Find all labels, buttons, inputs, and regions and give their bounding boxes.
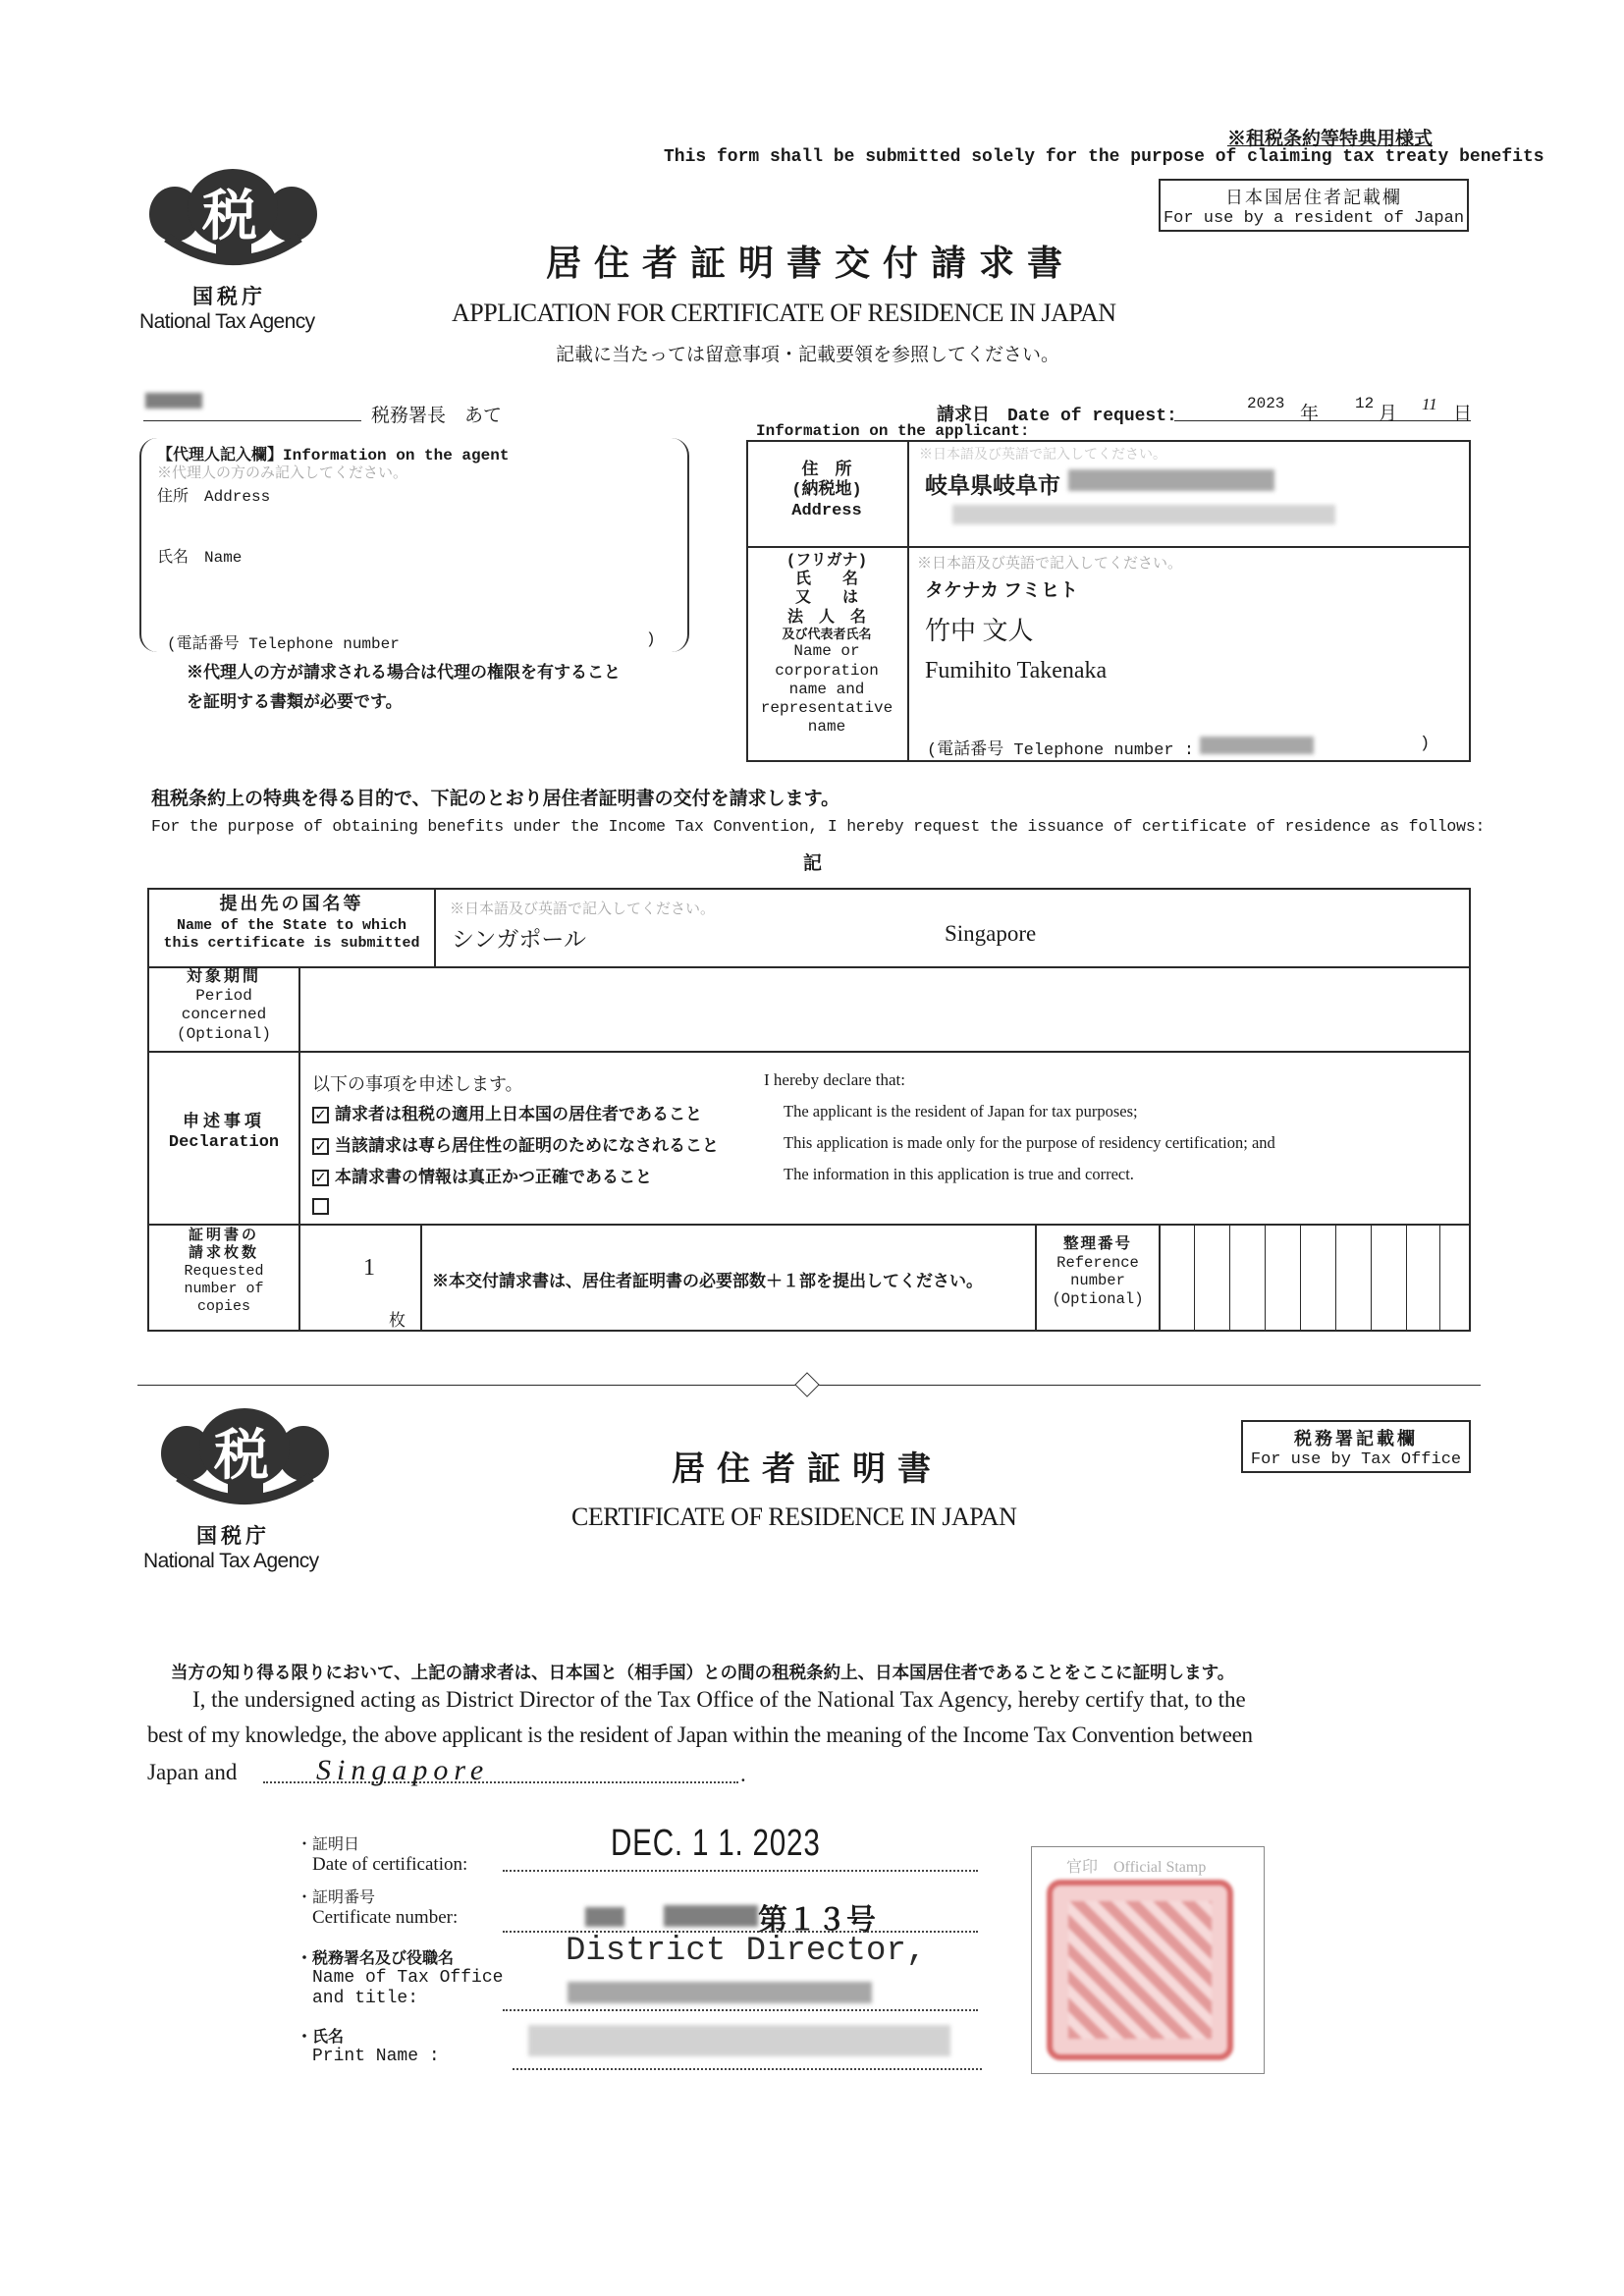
period-label-jp: 対象期間 xyxy=(186,968,261,986)
office-label-en1: Name of Tax Office xyxy=(312,1968,504,1989)
copies-label-en3: copies xyxy=(196,1298,250,1315)
ref-box-line-6 xyxy=(1371,1224,1372,1332)
office-box-jp: 税務署記載欄 xyxy=(1294,1431,1418,1450)
date-label-jp: ・証明日 xyxy=(297,1836,360,1853)
address-label-sub: (納税地) xyxy=(791,481,862,501)
name-label-3: 法 人 名 xyxy=(786,608,866,627)
certificate-statement-en-1: I, the undersigned acting as District Director of the Tax Office of the National Tax Agency, hereby certify that, to the xyxy=(192,1687,1246,1712)
office-box-en: For use by Tax Office xyxy=(1250,1450,1462,1469)
cert-agency-name-jp: 国税庁 xyxy=(196,1527,270,1550)
period-label xyxy=(149,968,298,1044)
agency-logo xyxy=(147,167,319,275)
addressee-suffix: 税務署長 あて xyxy=(371,406,503,426)
ref-label-jp: 整理番号 xyxy=(1062,1235,1132,1253)
row-line-3 xyxy=(147,1224,1471,1226)
copies-label-en1: Requested xyxy=(184,1263,264,1280)
agency-name-en: National Tax Agency xyxy=(139,310,315,333)
request-statement-jp: 租税条約上の特典を得る目的で、下記のとおり居住者証明書の交付を請求します。 xyxy=(151,789,840,809)
redacted-address-2 xyxy=(952,505,1335,524)
application-instruction: 記載に当たっては留意事項・記載要領を参照してください。 xyxy=(556,345,1060,365)
copies-label-en2: number of xyxy=(184,1281,264,1297)
address-value: 岐阜県岐阜市 xyxy=(925,473,1060,498)
declaration-label xyxy=(149,1114,298,1154)
certificate-statement-jp: 当方の知り得る限りにおいて、上記の請求者は、日本国と（相手国）との間の租税条約上、日本国居住者であることをここに証明します。 xyxy=(171,1663,1235,1682)
stamp-label: 官印 Official Stamp xyxy=(1066,1859,1207,1876)
separator-diamond-icon xyxy=(794,1372,819,1396)
name-label-en1: Name or xyxy=(793,642,860,661)
agent-telephone-close: ) xyxy=(646,630,656,648)
copies-label-jp2: 請求枚数 xyxy=(188,1245,259,1262)
request-month: 12 xyxy=(1355,395,1375,412)
application-title-en: APPLICATION FOR CERTIFICATE OF RESIDENCE IN JAPAN xyxy=(452,299,1116,327)
cert-agency-name-en: National Tax Agency xyxy=(143,1550,319,1572)
office-label-en2: and title: xyxy=(312,1989,419,2009)
date-label xyxy=(297,1836,467,1876)
ref-box-line-3 xyxy=(1265,1224,1266,1332)
date-label-en: Date of certification: xyxy=(312,1854,468,1876)
request-statement-en: For the purpose of obtaining benefits under the Income Tax Convention, I hereby request the issuance of certificate of residence as follows: xyxy=(151,817,1486,836)
office-value: District Director, xyxy=(566,1933,927,1970)
state-note: ※日本語及び英語で記入してください。 xyxy=(450,900,716,917)
request-date-line xyxy=(1174,420,1471,421)
office-line xyxy=(503,2009,978,2011)
certificate-statement-en-3: Japan and xyxy=(147,1760,238,1784)
declaration-en-1: The applicant is the resident of Japan for tax purposes; xyxy=(784,1102,1138,1121)
applicant-telephone-close: ) xyxy=(1420,735,1431,753)
agent-footnote-2: を証明する書類が必要です。 xyxy=(187,692,403,711)
name-label-en5: name xyxy=(807,718,846,737)
agent-footnote-1: ※代理人の方が請求される場合は代理の権限を有すること xyxy=(187,663,621,682)
copies-unit: 枚 xyxy=(389,1311,406,1330)
row-line-2 xyxy=(147,1051,1471,1053)
applicant-telephone-label: (電話番号 Telephone number : xyxy=(927,741,1195,760)
ref-box-line-0 xyxy=(1159,1224,1161,1332)
ref-box-line-1 xyxy=(1194,1224,1195,1332)
request-day: 11 xyxy=(1422,395,1437,413)
ref-box-line-8 xyxy=(1439,1224,1440,1332)
declaration-jp-2: 当該請求は専ら居住性の証明のためになされること xyxy=(335,1136,719,1155)
ref-box-line-2 xyxy=(1229,1224,1230,1332)
name-label-2: 又 は xyxy=(794,589,858,608)
month-unit: 月 xyxy=(1379,404,1398,424)
declaration-en-2: This application is made only for the purpose of residency certification; and xyxy=(784,1133,1275,1152)
name-label-1: 氏 名 xyxy=(794,571,858,589)
name-jp: 竹中 文人 xyxy=(925,617,1034,645)
print-label xyxy=(297,2029,440,2067)
agent-note: ※代理人の方のみ記入してください。 xyxy=(157,464,408,481)
declaration-checkbox-4[interactable] xyxy=(312,1198,329,1215)
application-title-jp: 居住者証明書交付請求書 xyxy=(546,244,1076,283)
state-label-en2: this certificate is submitted xyxy=(163,934,420,952)
logo-char-2: 税 xyxy=(214,1424,269,1486)
address-label-jp: 住 所 xyxy=(801,462,852,480)
name-kana: タケナカ フミヒト xyxy=(925,580,1078,601)
resident-box-en: For use by a resident of Japan xyxy=(1163,209,1465,228)
declaration-jp-1: 請求者は租税の適用上日本国の居住者であること xyxy=(335,1105,702,1123)
office-label xyxy=(297,1950,503,2009)
print-label-jp: ・氏名 xyxy=(297,2029,345,2046)
redacted-office-name xyxy=(568,1982,872,2003)
redacted-telephone xyxy=(1200,737,1314,754)
ref-label-en2: number xyxy=(1070,1272,1125,1290)
number-label-jp: ・証明番号 xyxy=(297,1889,376,1906)
period-label-en1: Period xyxy=(195,987,252,1006)
declaration-checkbox-2[interactable]: ✓ xyxy=(312,1138,329,1155)
addressee-line xyxy=(143,420,361,421)
declaration-intro-jp: 以下の事項を申述します。 xyxy=(312,1074,523,1094)
address-note: ※日本語及び英語で記入してください。 xyxy=(919,447,1166,463)
ref-label-en3: (Optional) xyxy=(1052,1289,1144,1308)
certificate-agency-logo xyxy=(159,1406,331,1514)
declaration-row-1 xyxy=(312,1100,702,1124)
declaration-row-4 xyxy=(312,1196,335,1215)
name-label-en4: representative xyxy=(760,698,893,717)
copies-label-jp1: 証明書の xyxy=(188,1228,259,1244)
usage-note-jp: ※租税条約等特典用様式 xyxy=(1227,129,1434,150)
state-label-en1: Name of the State to which xyxy=(176,916,407,934)
declaration-intro-en: I hereby declare that: xyxy=(764,1070,905,1089)
office-box xyxy=(1241,1420,1471,1473)
date-value: DEC. 1 1. 2023 xyxy=(611,1823,821,1864)
resident-box xyxy=(1159,179,1469,232)
certificate-title-jp: 居住者証明書 xyxy=(672,1451,943,1488)
redacted-number-2 xyxy=(664,1905,758,1927)
applicant-name-label xyxy=(748,552,905,737)
request-year: 2023 xyxy=(1247,395,1285,412)
ref-box-line-7 xyxy=(1406,1224,1407,1332)
statement-end: . xyxy=(740,1762,746,1786)
declaration-row-2 xyxy=(312,1131,719,1156)
ref-box-line-4 xyxy=(1300,1224,1301,1332)
agent-name-label: 氏名 Name xyxy=(157,549,243,567)
country-handwritten: Singapore xyxy=(316,1754,490,1786)
declaration-jp-3: 本請求書の情報は真正かつ正確であること xyxy=(335,1168,652,1186)
official-stamp-icon xyxy=(1047,1880,1233,2060)
number-label xyxy=(297,1889,458,1929)
date-line xyxy=(503,1870,978,1872)
declaration-row-3 xyxy=(312,1163,652,1187)
agent-address-label: 住所 Address xyxy=(157,488,271,506)
state-value-en: Singapore xyxy=(945,921,1037,946)
logo-char: 税 xyxy=(202,185,257,246)
copies-unit-line xyxy=(420,1224,422,1332)
period-label-en3: (Optional) xyxy=(176,1024,271,1043)
declaration-label-jp: 申述事項 xyxy=(183,1114,265,1132)
name-note: ※日本語及び英語で記入してください。 xyxy=(917,554,1183,572)
redacted-number-1 xyxy=(585,1907,624,1927)
year-unit: 年 xyxy=(1300,404,1320,424)
state-label-jp: 提出先の国名等 xyxy=(219,896,364,915)
certificate-statement-en-2: best of my knowledge, the above applicant is the resident of Japan within the meaning of the Income Tax Convention between xyxy=(147,1722,1253,1747)
applicant-address-label xyxy=(748,462,905,521)
redacted-print-name xyxy=(528,2025,950,2056)
usage-note-en: This form shall be submitted solely for the purpose of claiming tax treaty benefits xyxy=(664,147,1544,167)
name-label-en3: name and xyxy=(788,680,865,698)
name-label-kana: (フリガナ) xyxy=(785,552,868,570)
day-unit: 日 xyxy=(1453,404,1473,424)
declaration-checkbox-1[interactable]: ✓ xyxy=(312,1107,329,1123)
agency-name-jp: 国税庁 xyxy=(192,288,266,310)
name-label-en2: corporation xyxy=(775,661,879,680)
resident-box-jp: 日本国居住者記載欄 xyxy=(1225,190,1402,209)
state-value-jp: シンガポール xyxy=(452,927,586,952)
number-label-en: Certificate number: xyxy=(312,1907,459,1929)
row-line-1 xyxy=(147,966,1471,968)
name-label-4: 及び代表者氏名 xyxy=(782,627,872,642)
declaration-en-3: The information in this application is true and correct. xyxy=(784,1165,1134,1183)
request-date-label: 請求日 Date of request: xyxy=(937,407,1177,426)
print-line xyxy=(513,2068,982,2070)
office-label-jp: ・税務署名及び役職名 xyxy=(297,1950,455,1967)
applicant-heading: Information on the applicant: xyxy=(756,422,1030,440)
ki-mark: 記 xyxy=(803,853,823,874)
copies-value: 1 xyxy=(363,1255,375,1281)
ref-label-en1: Reference xyxy=(1056,1253,1139,1272)
label-col-line xyxy=(298,966,300,1332)
declaration-checkbox-3[interactable]: ✓ xyxy=(312,1170,329,1186)
copies-note: ※本交付請求書は、居住者証明書の必要部数＋１部を提出してください。 xyxy=(432,1272,983,1290)
agent-telephone-label: (電話番号 Telephone number xyxy=(167,635,400,653)
ref-label xyxy=(1037,1235,1159,1308)
state-label xyxy=(149,896,434,953)
ref-box-line-5 xyxy=(1335,1224,1336,1332)
redacted-address-1 xyxy=(1068,469,1274,491)
print-label-en: Print Name : xyxy=(312,2047,440,2067)
declaration-label-en: Declaration xyxy=(168,1133,280,1153)
applicant-divider-h xyxy=(746,546,1471,548)
agent-heading: 【代理人記入欄】Information on the agent xyxy=(157,447,510,465)
applicant-divider-v xyxy=(907,440,909,762)
number-suffix: 第１３号 xyxy=(758,1904,876,1937)
period-label-en2: concerned xyxy=(181,1006,267,1024)
certificate-title-en: CERTIFICATE OF RESIDENCE IN JAPAN xyxy=(571,1503,1017,1531)
address-label-en: Address xyxy=(791,501,862,520)
state-col-line xyxy=(434,888,436,966)
redacted-office xyxy=(145,393,202,409)
copies-label xyxy=(149,1228,298,1316)
name-en: Fumihito Takenaka xyxy=(925,658,1108,683)
